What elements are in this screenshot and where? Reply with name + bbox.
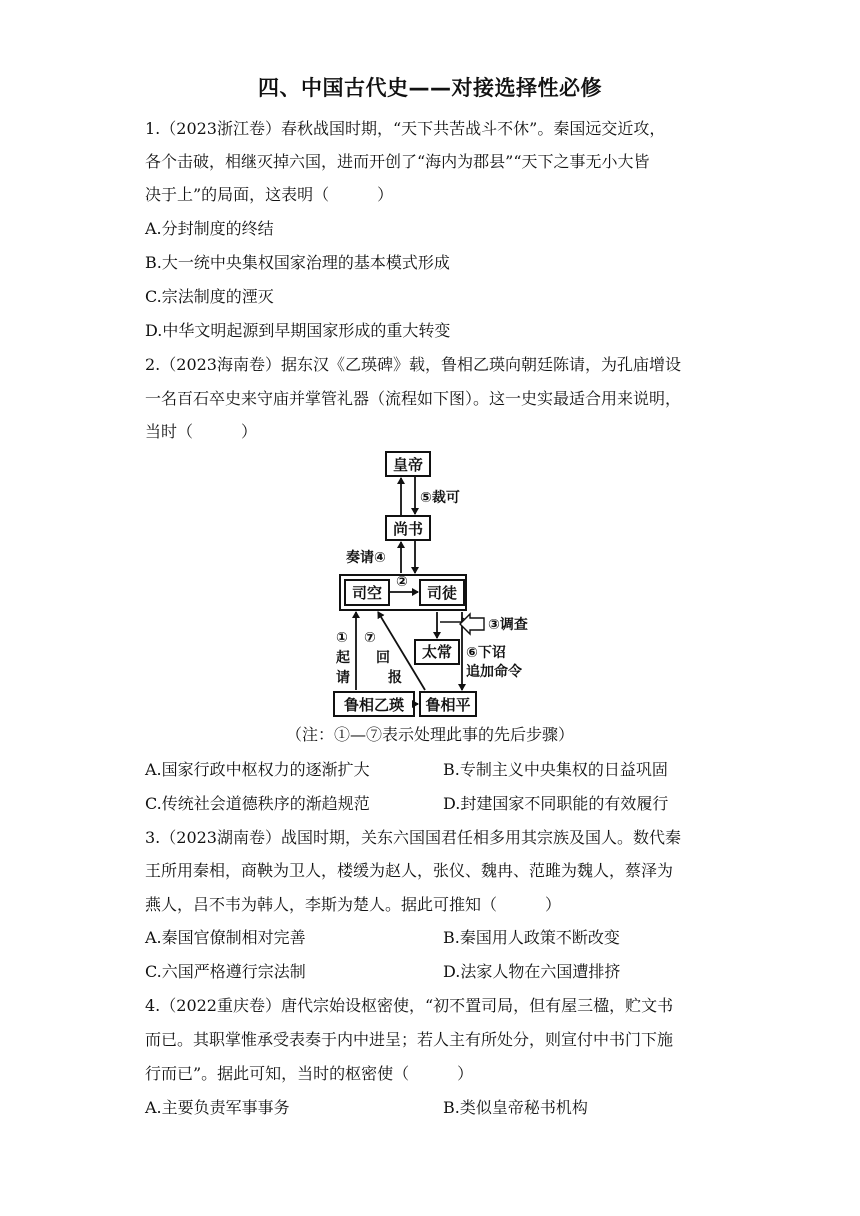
label-luxiang-yiying: 鲁相乙瑛	[343, 696, 405, 714]
label-sikong: 司空	[351, 584, 383, 602]
label-shangshu: 尚书	[392, 520, 424, 538]
q3-stem-line: 燕人，吕不韦为韩人，李斯为楚人。据此可推知（ ）	[145, 895, 562, 914]
flow-diagram	[0, 446, 860, 726]
q3-option-b: B.秦国用人政策不断改变	[443, 928, 620, 947]
step1-char-a: 起	[336, 650, 350, 666]
q2-option-d: D.封建国家不同职能的有效履行	[443, 794, 669, 813]
q3-stem-line: 3.（2023湖南卷）战国时期，关东六国国君任相多用其宗族及国人。数代秦	[145, 828, 681, 847]
q1-stem-line: 1.（2023浙江卷）春秋战国时期，“天下共苦战斗不休”。秦国远交近攻，	[145, 119, 666, 138]
step6-label-b: 追加命令	[466, 664, 522, 680]
q4-stem-line: 而已。其职掌惟承受表奏于内中进呈；若人主有所处分，则宣付中书门下施	[145, 1030, 674, 1049]
step5-label: ⑤裁可	[420, 490, 460, 506]
q4-stem-line: 行而已”。据此可知，当时的枢密使（ ）	[145, 1064, 474, 1083]
diagram-note: （注：①—⑦表示处理此事的先后步骤）	[285, 725, 574, 744]
q1-option-b: B.大一统中央集权国家治理的基本模式形成	[145, 253, 450, 272]
q1-stem-line: 决于上”的局面，这表明（ ）	[145, 185, 394, 204]
q4-option-a: A.主要负责军事事务	[145, 1098, 290, 1117]
q2-stem-line: 当时（ ）	[145, 422, 258, 441]
q1-option-d: D.中华文明起源到早期国家形成的重大转变	[145, 321, 451, 340]
step1-num: ①	[336, 630, 348, 646]
step2-label: ②	[396, 574, 408, 590]
q2-stem-line: 2.（2023海南卷）据东汉《乙瑛碑》载，鲁相乙瑛向朝廷陈请，为孔庙增设	[145, 355, 681, 374]
step7-char-a: 回	[376, 650, 390, 666]
label-situ: 司徒	[426, 584, 458, 602]
label-taichang: 太常	[421, 643, 453, 661]
q2-stem-line: 一名百石卒史来守庙并掌管礼器（流程如下图）。这一史实最适合用来说明，	[145, 389, 682, 408]
q3-option-c: C.六国严格遵行宗法制	[145, 962, 306, 981]
q2-option-b: B.专制主义中央集权的日益巩固	[443, 760, 668, 779]
section-title: 四、中国古代史——对接选择性必修	[258, 76, 602, 100]
label-luxiang-ping: 鲁相平	[425, 696, 471, 714]
q4-option-b: B.类似皇帝秘书机构	[443, 1098, 588, 1117]
q1-stem-line: 各个击破，相继灭掉六国，进而开创了“海内为郡县”“天下之事无小大皆	[145, 152, 650, 171]
step1-char-b: 请	[336, 670, 350, 686]
q1-option-c: C.宗法制度的湮灭	[145, 287, 274, 306]
q1-option-a: A.分封制度的终结	[145, 219, 274, 238]
q3-option-a: A.秦国官僚制相对完善	[145, 928, 306, 947]
q2-option-a: A.国家行政中枢权力的逐渐扩大	[145, 760, 370, 779]
step3-label: ③调查	[488, 617, 528, 633]
q4-stem-line: 4.（2022重庆卷）唐代宗始设枢密使，“初不置司局，但有屋三楹，贮文书	[145, 996, 674, 1015]
step4-label: 奏请④	[346, 550, 386, 566]
q2-option-c: C.传统社会道德秩序的渐趋规范	[145, 794, 370, 813]
q3-stem-line: 王所用秦相，商鞅为卫人，楼缓为赵人，张仪、魏冉、范雎为魏人，蔡泽为	[145, 861, 674, 880]
step6-label-a: ⑥下诏	[466, 645, 506, 661]
step7-num: ⑦	[364, 630, 376, 646]
step7-char-b: 报	[388, 670, 402, 686]
label-emperor: 皇帝	[392, 456, 424, 474]
q3-option-d: D.法家人物在六国遭排挤	[443, 962, 621, 981]
